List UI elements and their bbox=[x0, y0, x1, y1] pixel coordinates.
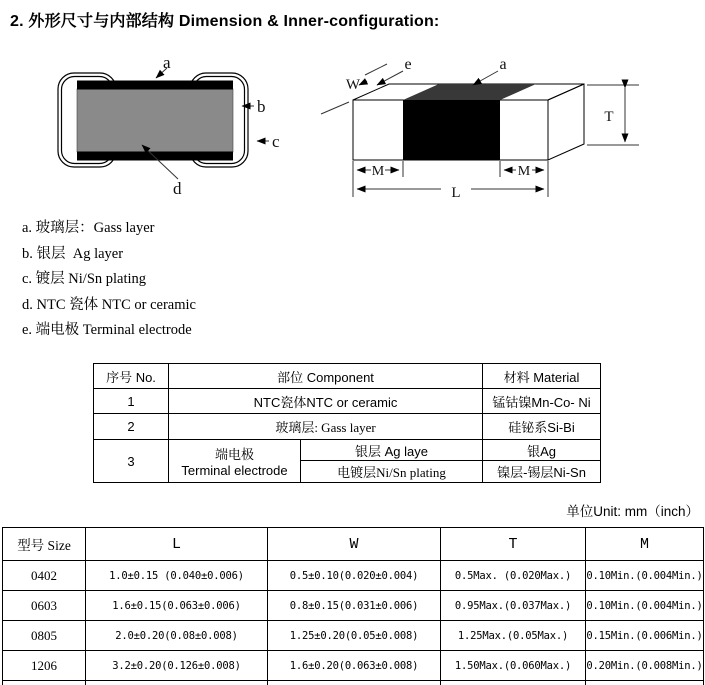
dimension-table bbox=[2, 527, 704, 685]
cell-size-1206: 1206 bbox=[3, 651, 86, 681]
col-header-material: 材料 Material bbox=[483, 364, 601, 389]
cell-material-2: 硅铋系Si-Bi bbox=[483, 414, 601, 440]
section-heading: 2. 外形尺寸与内部结构 Dimension & Inner-configuration: bbox=[10, 13, 440, 30]
cell-no-2: 2 bbox=[94, 414, 169, 440]
cell-component-1: NTC瓷体NTC or ceramic bbox=[169, 389, 483, 414]
electrode-band-front bbox=[403, 100, 500, 160]
leader-e bbox=[377, 71, 403, 85]
cell-t-0402: 0.5Max. (0.020Max.) bbox=[441, 561, 586, 591]
persp-label-a: a bbox=[499, 56, 507, 73]
cell-l-0805: 2.0±0.20(0.08±0.008) bbox=[86, 621, 268, 651]
ag-layer-bottom bbox=[77, 152, 233, 161]
cell-no-1: 1 bbox=[94, 389, 169, 414]
ag-layer-top bbox=[77, 81, 233, 90]
cell-size-0805: 0805 bbox=[3, 621, 86, 651]
cell-no-3: 3 bbox=[94, 440, 169, 483]
cell-material-3a: 银Ag bbox=[483, 440, 601, 461]
cell-l-1206: 3.2±0.20(0.126±0.008) bbox=[86, 651, 268, 681]
dimension-row-0603 bbox=[3, 591, 704, 621]
cell-w-0603: 0.8±0.15(0.031±0.006) bbox=[268, 591, 441, 621]
persp-label-t: T bbox=[604, 109, 614, 125]
cell-component-3-cn: 端电极 bbox=[214, 447, 254, 462]
dimension-row-0805 bbox=[3, 621, 704, 651]
cell-l-0603: 1.6±0.15(0.063±0.006) bbox=[86, 591, 268, 621]
cross-label-b: b bbox=[257, 97, 266, 116]
cell-w-0402: 0.5±0.10(0.020±0.004) bbox=[268, 561, 441, 591]
cell-t-1206: 1.50Max.(0.060Max.) bbox=[441, 651, 586, 681]
legend-item-e: e. 端电极 Terminal electrode bbox=[22, 322, 192, 339]
col-header-t: T bbox=[441, 528, 586, 561]
col-header-w: W bbox=[268, 528, 441, 561]
cell-material-3b: 镍层-锡层Ni-Sn bbox=[483, 461, 601, 483]
legend-item-b: b. 银层 Ag layer bbox=[22, 245, 124, 262]
cross-label-a: a bbox=[163, 55, 171, 72]
component-row-2 bbox=[94, 414, 601, 440]
dimension-row-partial bbox=[3, 681, 704, 685]
cross-label-c: c bbox=[272, 132, 280, 151]
w-ext-line-2 bbox=[365, 64, 387, 75]
col-header-m: M bbox=[586, 528, 704, 561]
cross-label-d: d bbox=[173, 179, 182, 198]
dimension-table-header-row bbox=[3, 528, 704, 561]
component-row-1 bbox=[94, 389, 601, 414]
persp-label-m-right: M bbox=[517, 164, 531, 179]
persp-label-w: W bbox=[345, 77, 361, 93]
cross-section-diagram bbox=[30, 55, 290, 205]
cell-material-1: 锰钴镍Mn-Co- Ni bbox=[483, 389, 601, 414]
cell-component-3-en: Terminal electrode bbox=[181, 463, 288, 478]
perspective-diagram bbox=[315, 55, 705, 205]
cell-l-0402: 1.0±0.15 (0.040±0.006) bbox=[86, 561, 268, 591]
w-dim-line bbox=[359, 81, 367, 85]
cell-m-0805: 0.15Min.(0.006Min.) bbox=[586, 621, 704, 651]
leader-a2 bbox=[473, 71, 498, 85]
cell-w-0805: 1.25±0.20(0.05±0.008) bbox=[268, 621, 441, 651]
cell-size-0402: 0402 bbox=[3, 561, 86, 591]
legend-item-c: c. 镀层 Ni/Sn plating bbox=[22, 271, 147, 288]
cell-component-2: 玻璃层: Gass layer bbox=[169, 414, 483, 440]
unit-note: 单位Unit: mm（inch） bbox=[566, 504, 699, 519]
cell-component-3 bbox=[169, 440, 301, 483]
legend-item-d: d. NTC 瓷体 NTC or ceramic bbox=[22, 296, 196, 313]
electrode-band-top bbox=[403, 84, 536, 100]
legend-item-a: a. 玻璃层：Gass layer bbox=[22, 220, 155, 236]
cell-part-3b: 电镀层Ni/Sn plating bbox=[301, 461, 483, 483]
dimension-row-1206 bbox=[3, 651, 704, 681]
cell-size-0603: 0603 bbox=[3, 591, 86, 621]
dimension-row-0402 bbox=[3, 561, 704, 591]
w-ext-line-1 bbox=[321, 102, 349, 114]
persp-label-m-left: M bbox=[371, 164, 385, 179]
cell-m-1206: 0.20Min.(0.008Min.) bbox=[586, 651, 704, 681]
col-header-size: 型号 Size bbox=[3, 528, 86, 561]
right-face bbox=[548, 84, 584, 160]
cell-part-3a: 银层 Ag laye bbox=[301, 440, 483, 461]
cell-t-0805: 1.25Max.(0.05Max.) bbox=[441, 621, 586, 651]
persp-label-l: L bbox=[451, 185, 461, 201]
cell-w-1206: 1.6±0.20(0.063±0.008) bbox=[268, 651, 441, 681]
persp-label-e: e bbox=[404, 56, 412, 73]
component-table-header-row bbox=[94, 364, 601, 389]
col-header-l: L bbox=[86, 528, 268, 561]
cell-m-0603: 0.10Min.(0.004Min.) bbox=[586, 591, 704, 621]
component-row-3a bbox=[94, 440, 601, 461]
col-header-no: 序号 No. bbox=[94, 364, 169, 389]
ceramic-body bbox=[77, 89, 233, 152]
cell-m-0402: 0.10Min.(0.004Min.) bbox=[586, 561, 704, 591]
cell-t-0603: 0.95Max.(0.037Max.) bbox=[441, 591, 586, 621]
layer-legend bbox=[22, 216, 196, 344]
component-table bbox=[93, 363, 601, 483]
col-header-component: 部位 Component bbox=[169, 364, 483, 389]
